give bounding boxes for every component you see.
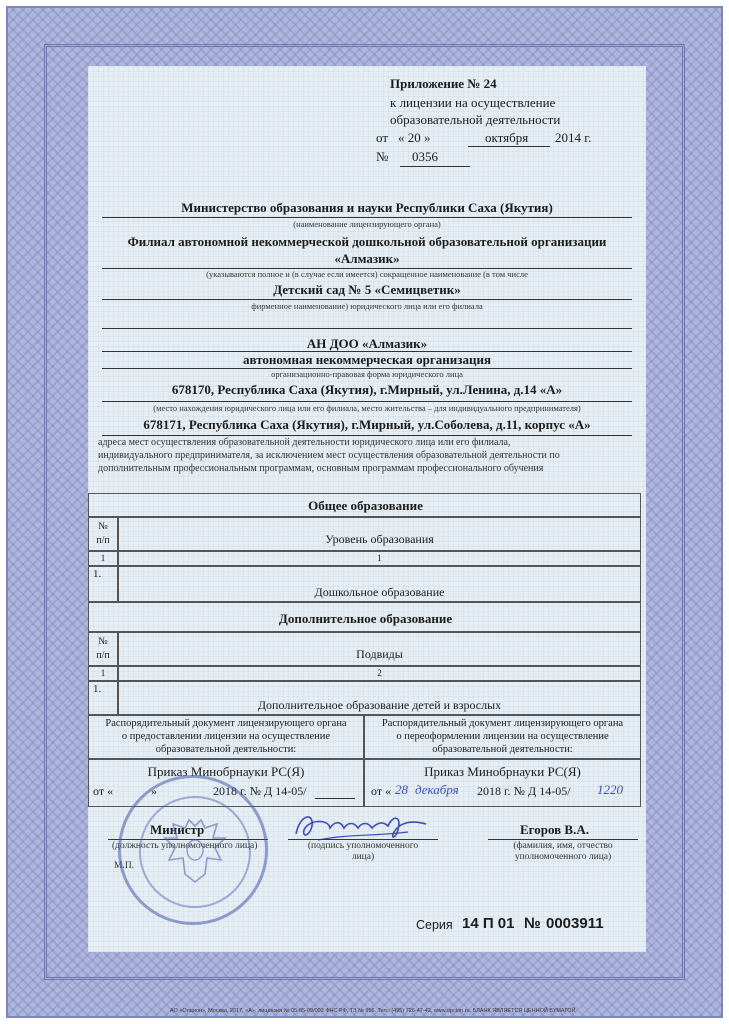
- table2-num-header: [88, 632, 118, 666]
- signature-sign-caption-2: лица): [351, 852, 375, 862]
- table2-col-num2: п/п: [96, 650, 110, 661]
- table1-num-header: [88, 517, 118, 551]
- licensee-full-name-1: Филиал автономной некоммерческой дошкольной образовательной организации: [127, 234, 607, 249]
- licensee-underline-3: [102, 328, 632, 329]
- appendix-date-prefix: от: [376, 130, 389, 145]
- table2-title-cell: [88, 602, 641, 632]
- signature-underline: [288, 839, 438, 840]
- docs-left-from: от «: [93, 784, 114, 798]
- table1-col-header-cell: [118, 517, 641, 551]
- table2-row-num-cell: [88, 681, 118, 715]
- signature-signer-caption-2: уполномоченного лица): [514, 852, 612, 862]
- docs-left-order: Приказ Минобрнауки РС(Я): [147, 764, 305, 779]
- docs-left-mid: »: [151, 784, 157, 798]
- table1-col-header: Уровень образования: [325, 532, 434, 546]
- table1-idx-num: 1: [100, 553, 106, 563]
- table2-idx-col-cell: [118, 666, 641, 681]
- licensee-full-name-2: «Алмазик»: [334, 251, 400, 266]
- table2-row-value-cell: [118, 681, 641, 715]
- footer-print-info: АО «Опцион», Москва, 2017, «А», лицензия № 05-05-09/003 ФНС РФ, ТЗ № 956. Тел.: (495) 726-47-42, www.opcion.ru. БЛАНК ЯВЛЯЕТСЯ ЦЕННОЙ БУМАГОЙ: [170, 1008, 576, 1014]
- docs-right-order-cell: [364, 759, 641, 807]
- licensee-caption-1: (указываются полное и (в случае если имеется) сокращенное наименование (в том числе: [206, 269, 528, 279]
- docs-left-h3: образовательной деятельности:: [155, 744, 297, 755]
- table1-idx-num-cell: [88, 551, 118, 566]
- appendix-line3: образовательной деятельности: [390, 112, 561, 127]
- month-underline: [468, 146, 550, 147]
- table1-idx-col: 1: [377, 553, 382, 563]
- official-seal: [118, 775, 268, 925]
- organ-name: Министерство образования и науки Республики Саха (Якутия): [181, 200, 553, 215]
- docs-right-day: 28: [395, 782, 408, 797]
- signature-position-caption: (должность уполномоченного лица): [112, 841, 258, 851]
- licensee-underline-6: [102, 401, 632, 402]
- table1-idx-col-cell: [118, 551, 641, 566]
- licensee-caption-3: организационно-правовая форма юридического лица: [271, 369, 463, 379]
- licensee-caption-5-2: индивидуального предпринимателя, за исключением мест осуществления образовательной деятельности по: [98, 450, 560, 461]
- docs-left-year: 2018 г. № Д 14-05/: [213, 784, 307, 798]
- table1-row-num: 1.: [93, 568, 102, 580]
- docs-left-number-underline: [315, 798, 355, 799]
- docs-right-order: Приказ Минобрнауки РС(Я): [424, 764, 581, 779]
- organ-caption: (наименование лицензирующего органа): [293, 219, 441, 229]
- docs-left-header: [88, 715, 364, 759]
- coat-of-arms-icon: [161, 816, 229, 886]
- docs-right-h3: образовательной деятельности:: [432, 744, 573, 755]
- table1-col-num2: п/п: [96, 535, 110, 546]
- licensee-caption-5-1: адреса мест осуществления образовательной деятельности юридического лица или его филиала,: [98, 437, 511, 448]
- appendix-line2: к лицензии на осуществление: [390, 95, 556, 110]
- docs-right-year: 2018 г. № Д 14-05/: [477, 784, 571, 798]
- number-underline: [400, 166, 470, 167]
- table1-col-num: №: [98, 521, 108, 532]
- docs-right-month: декабря: [415, 782, 459, 797]
- appendix-number: 0356: [412, 149, 438, 164]
- table2-col-header-cell: [118, 632, 641, 666]
- docs-right-from: от «: [371, 784, 392, 798]
- serial-series: 14 П 01: [462, 915, 515, 932]
- docs-left-h2: о предоставлении лицензии на осуществление: [121, 731, 331, 742]
- signature-sign-caption-1: (подпись уполномоченного: [307, 841, 419, 851]
- table2-col-num: №: [98, 636, 108, 647]
- signature-signer: Егоров В.А.: [520, 822, 589, 837]
- licensee-underline-7: [102, 435, 632, 436]
- appendix-month: октября: [485, 130, 529, 145]
- signature-signer-caption-1: (фамилия, имя, отчество: [513, 841, 613, 851]
- licensee-underline-2: [102, 299, 632, 300]
- appendix-number-prefix: №: [376, 149, 389, 164]
- serial-label: Серия: [416, 918, 453, 932]
- licensee-caption-4: (место нахождения юридического лица или его филиала, место жительства – для индивидуального предпринимателя): [153, 403, 581, 413]
- signature-mp: М.П.: [114, 861, 135, 871]
- table2-title: Дополнительное образование: [278, 611, 453, 626]
- serial-no: №: [524, 915, 541, 932]
- table2-idx-col: 2: [377, 668, 382, 678]
- appendix-title: Приложение № 24: [390, 76, 497, 91]
- docs-right-h1: Распорядительный документ лицензирующего органа: [381, 718, 624, 729]
- licensee-caption-5-3: дополнительным профессиональным программам, основным программам профессионального обучения: [98, 463, 544, 474]
- table1-row-value: Дошкольное образование: [314, 585, 445, 599]
- licensee-activity-address: 678171, Республика Саха (Якутия), г.Мирный, ул.Соболева, д.11, корпус «А»: [143, 417, 591, 432]
- docs-right-h2: о переоформлении лицензии на осуществление: [396, 731, 609, 742]
- table2-row-value: Дополнительное образование детей и взрослых: [257, 698, 502, 712]
- table1-title-cell: [88, 493, 641, 517]
- table1-row-num-cell: [88, 566, 118, 602]
- appendix-day: « 20 »: [398, 130, 431, 145]
- licensee-brand-name: Детский сад № 5 «Семицветик»: [273, 282, 461, 297]
- licensee-caption-2: фирменное наименование) юридического лица или его филиала: [251, 301, 483, 311]
- table2-idx-num: 1: [100, 668, 106, 678]
- table2-idx-num-cell: [88, 666, 118, 681]
- licensee-legal-form: автономная некоммерческая организация: [243, 352, 491, 367]
- organ-underline: [102, 217, 632, 218]
- docs-right-header: [364, 715, 641, 759]
- table1-title: Общее образование: [308, 498, 423, 513]
- signer-underline: [488, 839, 638, 840]
- table2-col-header: Подвиды: [356, 647, 403, 661]
- table2-row-num: 1.: [93, 683, 102, 695]
- licensee-short-name: АН ДОО «Алмазик»: [306, 336, 428, 351]
- docs-left-h1: Распорядительный документ лицензирующего органа: [105, 718, 347, 729]
- docs-right-num: 1220: [597, 782, 623, 797]
- signature-position: Министр: [150, 822, 205, 837]
- appendix-year: 2014 г.: [555, 130, 592, 145]
- licensee-address: 678170, Республика Саха (Якутия), г.Мирный, ул.Ленина, д.14 «А»: [171, 382, 563, 397]
- serial-number: 0003911: [546, 915, 604, 932]
- table1-row-value-cell: [118, 566, 641, 602]
